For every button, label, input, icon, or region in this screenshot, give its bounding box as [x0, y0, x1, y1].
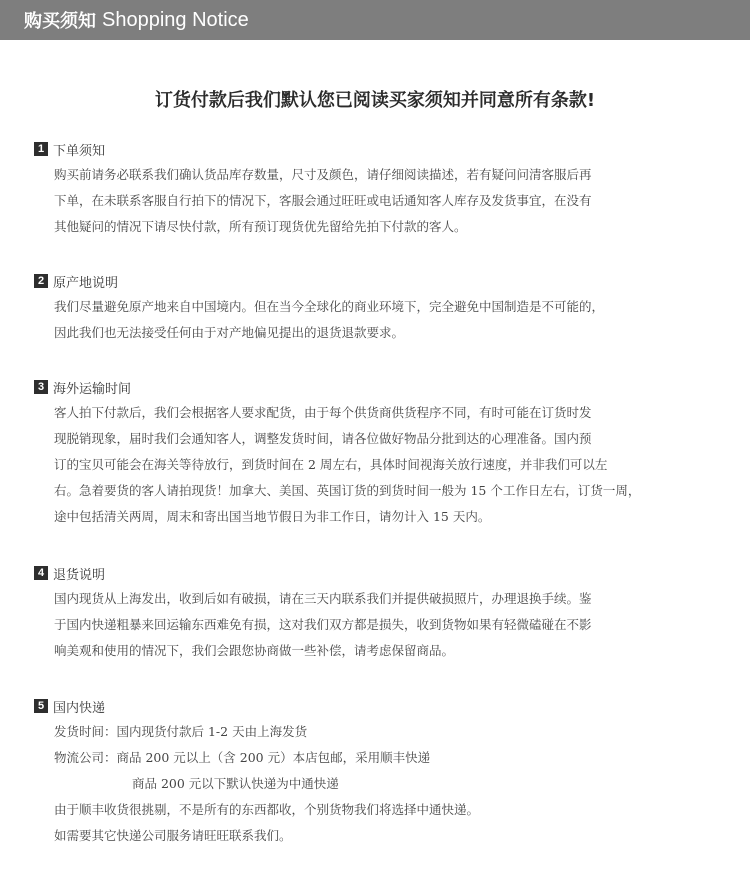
- body-line: 下单，在未联系客服自行拍下的情况下，客服会通过旺旺或电话通知客人库存及发货事宜，在没有: [54, 193, 592, 208]
- section-number-badge: 4: [34, 566, 48, 580]
- section-number-badge: 3: [34, 380, 48, 394]
- section-header: [34, 564, 724, 582]
- body-line: 因此我们也无法接受任何由于对产地偏见提出的退货退款要求。: [54, 325, 405, 340]
- body-line: 右。急着要货的客人请拍现货！加拿大、美国、英国订货的到货时间一般为 15 个工作日左右，订货一周，: [54, 483, 641, 498]
- section-header: [34, 140, 724, 158]
- body-line: 现脱销现象，届时我们会通知客人，调整发货时间，请各位做好物品分批到达的心理准备。国内预: [54, 431, 592, 446]
- section-number-badge: 5: [34, 699, 48, 713]
- section-body: [54, 586, 724, 664]
- section-body: [54, 400, 724, 530]
- section-body: [54, 162, 724, 240]
- body-line: 我们尽量避免原产地来自中国境内。但在当今全球化的商业环境下，完全避免中国制造是不可能的，: [54, 299, 605, 314]
- section-header: [34, 697, 724, 715]
- header-title-en: Shopping Notice: [102, 8, 249, 31]
- body-line: 商品 200 元以下默认快递为中通快递: [132, 776, 339, 791]
- section-number-badge: 1: [34, 142, 48, 156]
- section-header: [34, 272, 724, 290]
- body-line: 途中包括清关两周，周末和寄出国当地节假日为非工作日，请勿计入 15 天内。: [54, 509, 491, 524]
- body-line: 订的宝贝可能会在海关等待放行，到货时间在 2 周左右，具体时间视海关放行速度，并非我们可以左: [54, 457, 608, 472]
- section-title: 退货说明: [53, 567, 106, 583]
- body-line: 物流公司：商品 200 元以上（含 200 元）本店包邮，采用顺丰快递: [54, 750, 431, 765]
- body-line: 由于顺丰收货很挑剔，不是所有的东西都收，个别货物我们将选择中通快递。: [54, 802, 480, 817]
- section-body: [54, 719, 724, 849]
- section-returns: [34, 564, 724, 664]
- section-title: 国内快递: [53, 700, 106, 716]
- section-shipping-time: [34, 378, 724, 530]
- section-title: 下单须知: [53, 143, 106, 159]
- body-line: 于国内快递粗暴来回运输东西难免有损，这对我们双方都是损失，收到货物如果有轻微磕碰在不影: [54, 617, 592, 632]
- header-bar: [0, 0, 750, 40]
- section-order-notice: [34, 140, 724, 240]
- body-line: 购买前请务必联系我们确认货品库存数量，尺寸及颜色，请仔细阅读描述，若有疑问问清客服后再: [54, 167, 592, 182]
- body-line: 发货时间：国内现货付款后 1-2 天由上海发货: [54, 724, 308, 739]
- header-title-zh: 购买须知: [24, 11, 96, 32]
- body-line: 客人拍下付款后，我们会根据客人要求配货，由于每个供货商供货程序不同，有时可能在订货时发: [54, 405, 592, 420]
- section-header: [34, 378, 724, 396]
- section-body: [54, 294, 724, 346]
- body-line: 响美观和使用的情况下，我们会跟您协商做一些补偿，请考虑保留商品。: [54, 643, 455, 658]
- section-title: 海外运输时间: [53, 381, 132, 397]
- section-number-badge: 2: [34, 274, 48, 288]
- body-line: 如需要其它快递公司服务请旺旺联系我们。: [54, 828, 292, 843]
- section-origin: [34, 272, 724, 346]
- section-title: 原产地说明: [53, 275, 119, 291]
- body-line: 其他疑问的情况下请尽快付款，所有预订现货优先留给先拍下付款的客人。: [54, 219, 467, 234]
- body-line: 国内现货从上海发出，收到后如有破损，请在三天内联系我们并提供破损照片，办理退换手续。鉴: [54, 591, 592, 606]
- section-domestic-express: [34, 697, 724, 849]
- page-title: 订货付款后我们默认您已阅读买家须知并同意所有条款!: [154, 90, 596, 111]
